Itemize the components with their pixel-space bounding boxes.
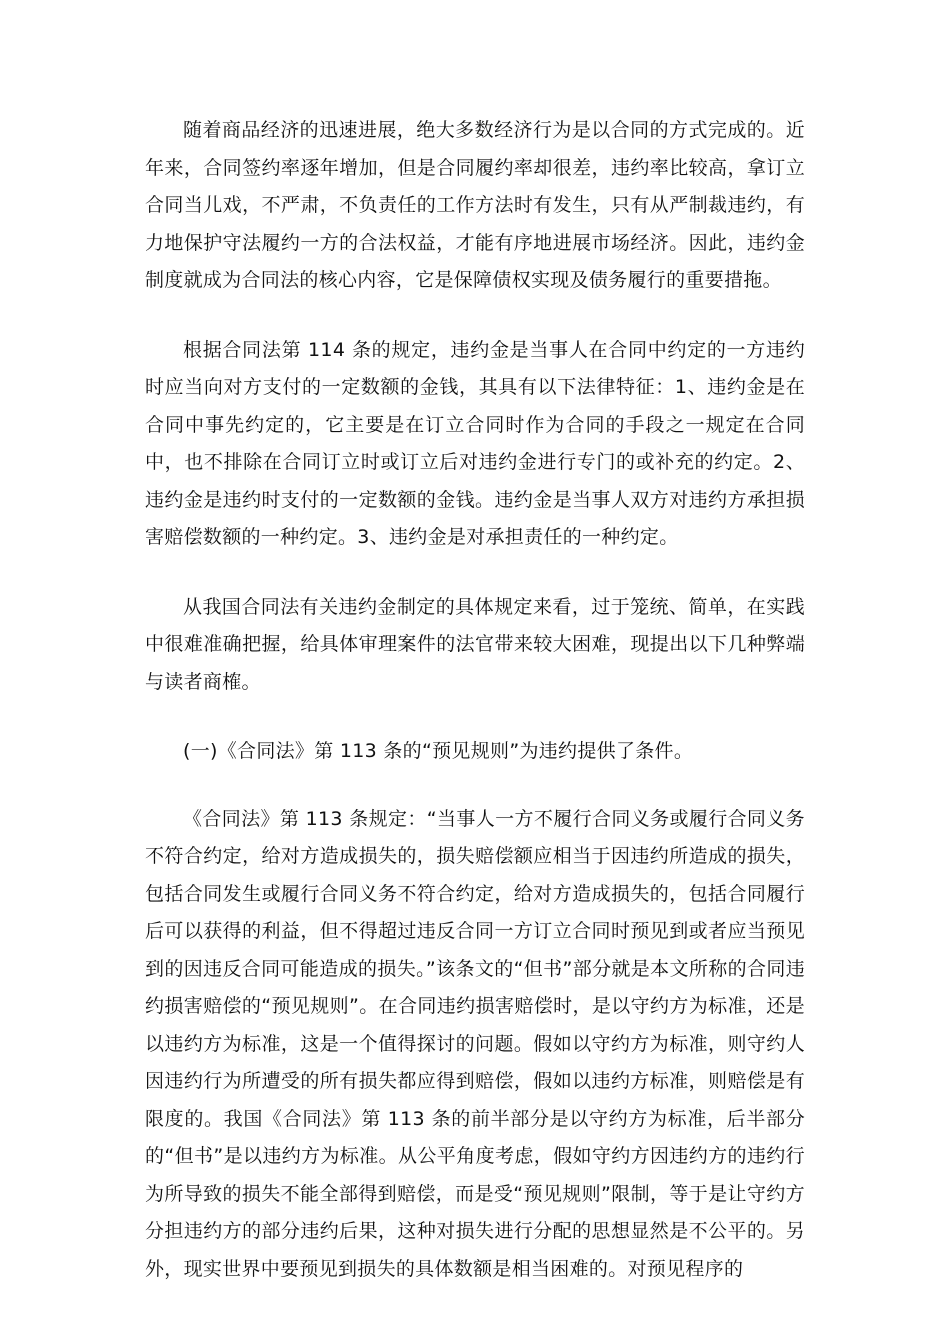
document-body [145, 112, 805, 1320]
paragraph-article-113: 《合同法》第 113 条规定：“当事人一方不履行合同义务或履行合同义务不符合约定，给对方造成损失的，损失赔偿额应相当于因违约所造成的损失，包括合同发生或履行合同义务不符合约定，给对方造成损失的，包括合同履行后可以获得的利益，但不得超过违反合同一方订立合同时预见到或者应当预见到的因违反合同可能造成的损失。”该条文的“但书”部分就是本文所称的合同违约损害赔偿的“预见规则”。在合同违约损害赔偿时，是以守约方为标准，还是以违约方为标准，这是一个值得探讨的问题。假如以守约方为标准，则守约人因违约行为所遭受的所有损失都应得到赔偿，假如以违约方标准，则赔偿是有限度的。我国《合同法》第 113 条的前半部分是以守约方为标准，后半部分的“但书”是以违约方为标准。从公平角度考虑，假如守约方因违约方的违约行为所导致的损失不能全部得到赔偿，而是受“预见规则”限制，等于是让守约方分担违约方的部分违约后果，这种对损失进行分配的思想显然是不公平的。另外，现实世界中要预见到损失的具体数额是相当困难的。对预见程序的 [145, 807, 805, 1280]
paragraph-intro: 随着商品经济的迅速进展，绝大多数经济行为是以合同的方式完成的。近年来，合同签约率逐年增加，但是合同履约率却很差，违约率比较高，拿订立合同当儿戏，不严肃，不负责任的工作方法时有发生，只有从严制裁违约，有力地保护守法履约一方的合法权益，才能有序地进展市场经济。因此，违约金制度就成为合同法的核心内容，它是保障债权实现及债务履行的重要措拖。 [145, 119, 805, 291]
paragraph-problems: 从我国合同法有关违约金制定的具体规定来看，过于笼统、简单，在实践中很难准确把握，给具体审理案件的法官带来较大困难，现提出以下几种弊端与读者商榷。 [145, 595, 805, 693]
section-heading: (一)《合同法》第 113 条的“预见规则”为违约提供了条件。 [183, 740, 694, 762]
paragraph-definition: 根据合同法第 114 条的规定，违约金是当事人在合同中约定的一方违约时应当向对方支付的一定数额的金钱，其具有以下法律特征：1、违约金是在合同中事先约定的，它主要是在订立合同时作为合同的手段之一规定在合同中，也不排除在合同订立时或订立后对违约金进行专门的或补充的约定。2、违约金是违约时支付的一定数额的金钱。违约金是当事人双方对违约方承担损害赔偿数额的一种约定。3、违约金是对承担责任的一种约定。 [145, 338, 805, 548]
